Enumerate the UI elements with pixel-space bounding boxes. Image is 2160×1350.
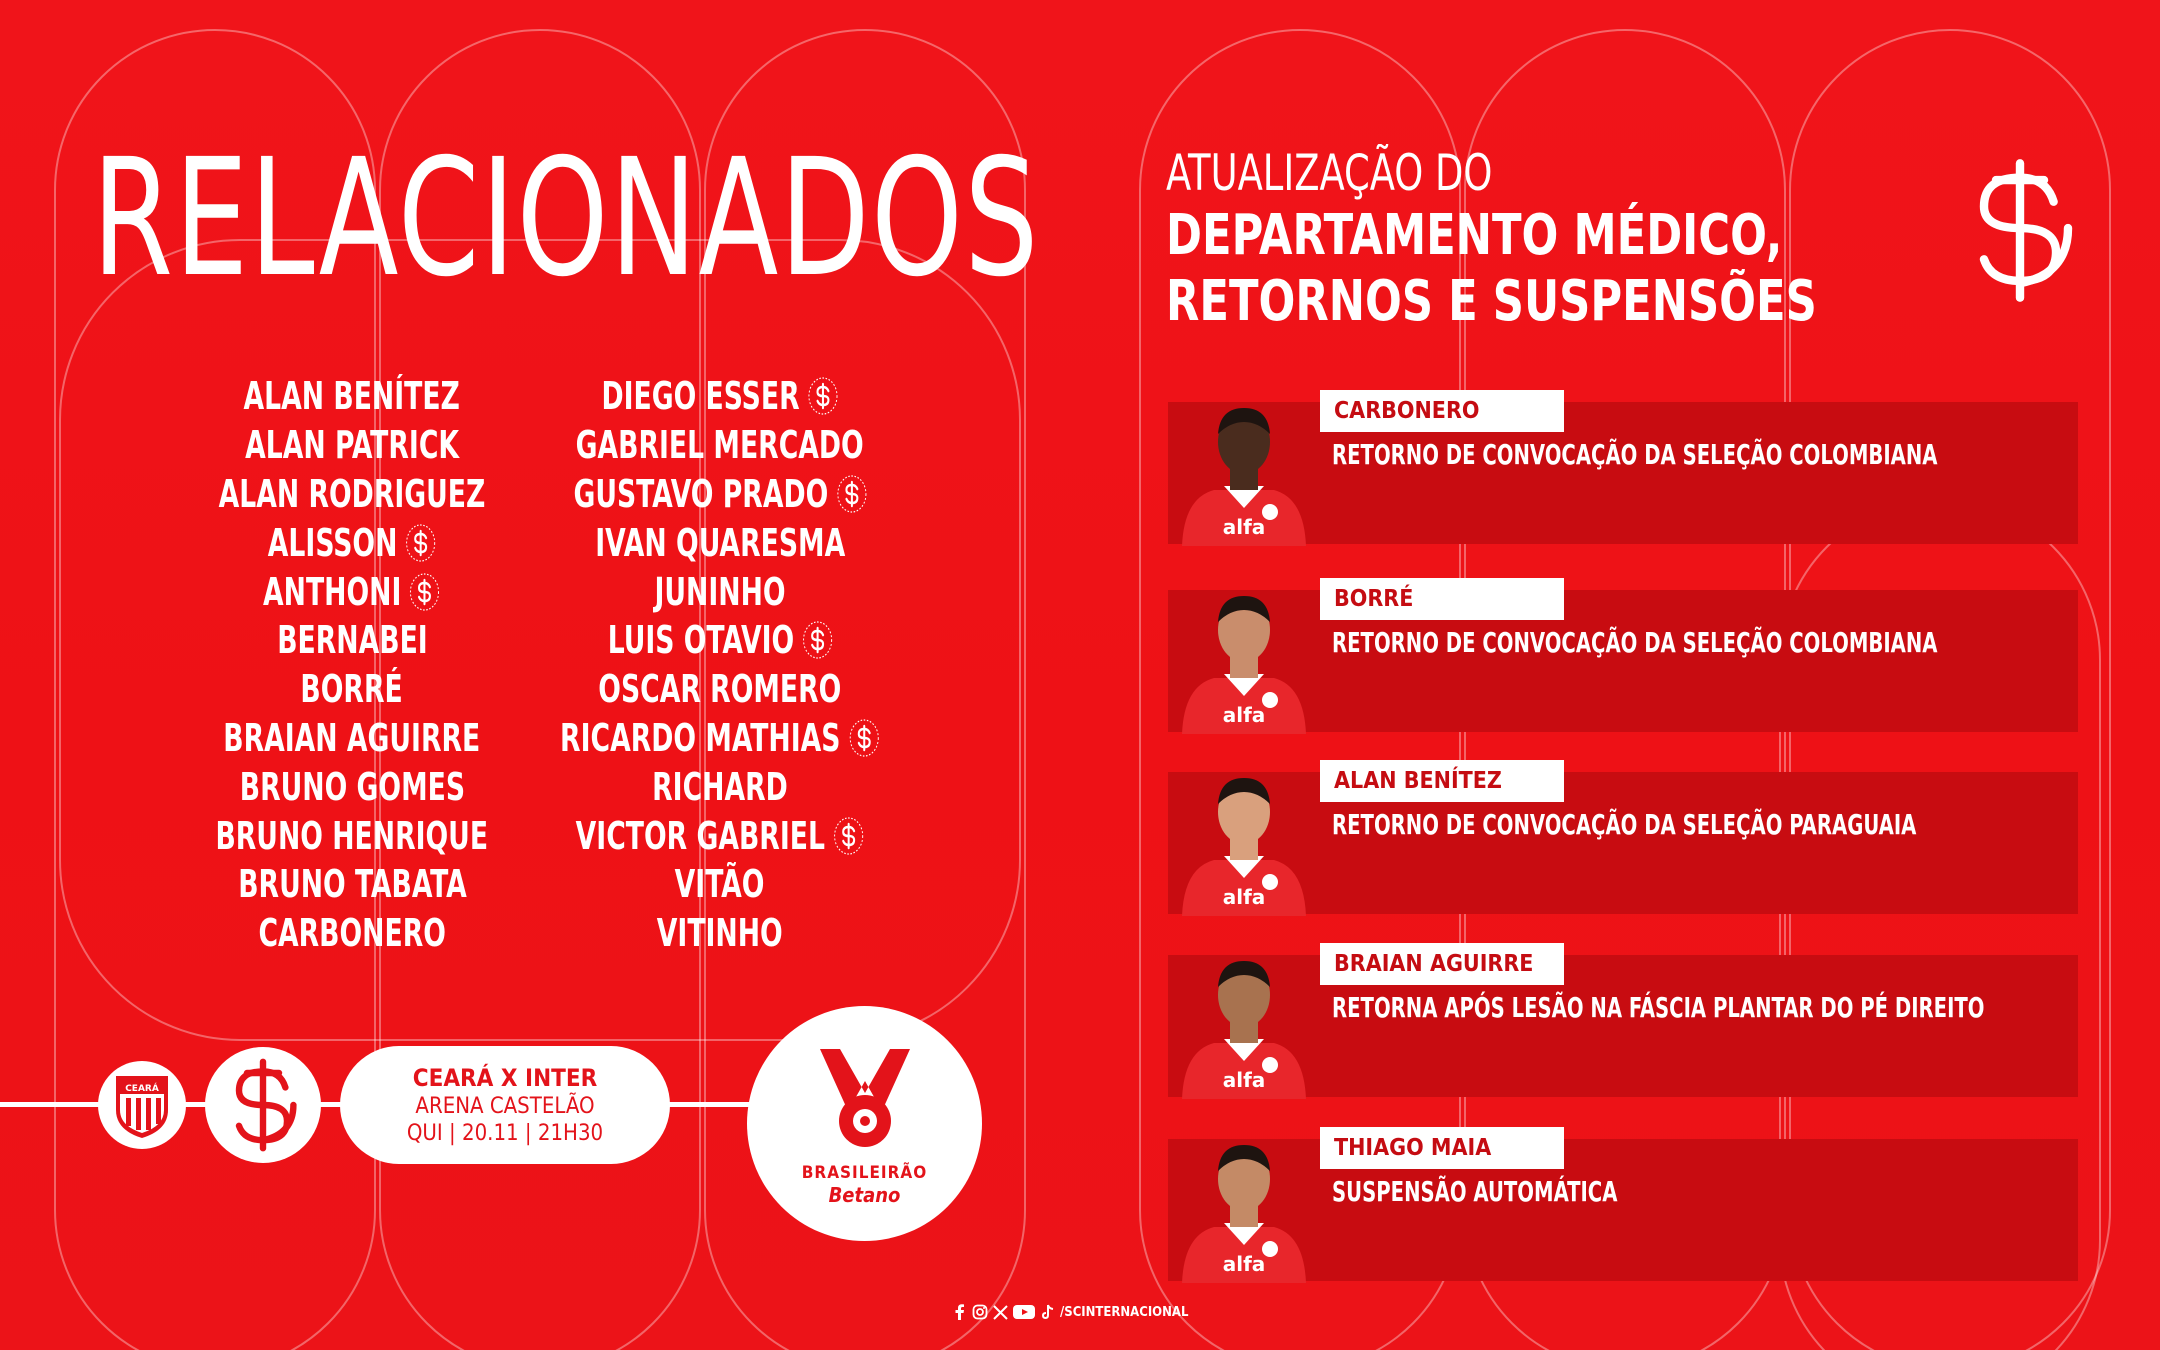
jersey-sponsor: alfa <box>1222 515 1266 539</box>
squad-player-name: OSCAR ROMERO <box>598 667 842 712</box>
academy-crest-icon <box>836 474 867 514</box>
squad-player <box>219 470 486 519</box>
squad-player-name: RICHARD <box>652 764 788 809</box>
squad-player <box>576 811 864 860</box>
league-name: BRASILEIRÃO <box>801 1162 928 1183</box>
squad-player-name: JUNINHO <box>654 569 786 614</box>
squad-player-name: LUIS OTAVIO <box>607 618 794 663</box>
squad-player <box>239 762 464 811</box>
squad-player-name: IVAN QUARESMA <box>595 520 845 565</box>
squad-player-name: BERNABEI <box>276 618 428 663</box>
heading-line2: DEPARTAMENTO MÉDICO, <box>1166 203 1783 268</box>
instagram-icon[interactable] <box>972 1304 988 1320</box>
heading-line3: RETORNOS E SUSPENSÕES <box>1166 269 1817 334</box>
inter-monogram-icon <box>223 1057 303 1153</box>
match-venue: ARENA CASTELÃO <box>415 1094 595 1119</box>
match-datetime: QUI | 20.11 | 21H30 <box>406 1121 604 1146</box>
squad-player <box>216 811 489 860</box>
medical-note: RETORNO DE CONVOCAÇÃO DA SELEÇÃO COLOMBIANA <box>1332 626 1938 659</box>
academy-crest-icon <box>849 718 880 758</box>
squad-player <box>652 762 788 811</box>
squad-player <box>675 860 765 909</box>
medical-player-name: THIAGO MAIA <box>1320 1127 1564 1169</box>
squad-player <box>223 714 480 763</box>
x-icon[interactable] <box>992 1304 1008 1320</box>
squad-player-name: ALAN PATRICK <box>245 423 459 468</box>
player-photo <box>1174 939 1314 1099</box>
squad-list-col1 <box>162 372 542 958</box>
inter-crest-white-icon <box>1960 158 2080 303</box>
jersey-sponsor: alfa <box>1222 1252 1266 1276</box>
squad-player <box>607 616 832 665</box>
squad-player <box>263 567 440 616</box>
squad-player-name: ALISSON <box>267 520 398 565</box>
medical-player-name: ALAN BENÍTEZ <box>1320 760 1564 802</box>
heading-line1: ATUALIZAÇÃO DO <box>1166 144 1493 202</box>
squad-player-name: BORRÉ <box>300 667 404 712</box>
squad-player-name: ALAN BENÍTEZ <box>243 374 461 419</box>
squad-player-name: BRAIAN AGUIRRE <box>223 715 481 760</box>
squad-player-name: GUSTAVO PRADO <box>573 471 828 516</box>
inter-crest <box>205 1047 321 1163</box>
ceara-shield-icon <box>110 1070 174 1140</box>
squad-player <box>560 714 879 763</box>
academy-crest-icon <box>405 523 436 563</box>
squad-player <box>576 421 864 470</box>
squad-player <box>277 616 427 665</box>
squad-player <box>268 518 437 567</box>
medical-note: RETORNA APÓS LESÃO NA FÁSCIA PLANTAR DO PÉ DIREITO <box>1332 991 1985 1024</box>
medical-note: SUSPENSÃO AUTOMÁTICA <box>1332 1175 1618 1208</box>
squad-player <box>595 518 845 567</box>
squad-player-name: GABRIEL MERCADO <box>575 423 865 468</box>
squad-player <box>573 470 867 519</box>
squad-player-name: DIEGO ESSER <box>601 374 800 419</box>
league-logo <box>747 1006 982 1241</box>
academy-crest-icon <box>409 572 440 612</box>
player-photo <box>1174 574 1314 734</box>
squad-player <box>245 421 459 470</box>
squad-player <box>654 567 785 616</box>
medical-note: RETORNO DE CONVOCAÇÃO DA SELEÇÃO PARAGUAIA <box>1332 808 1917 841</box>
youtube-icon[interactable] <box>1012 1304 1036 1320</box>
match-info-pill <box>340 1046 670 1164</box>
facebook-icon[interactable] <box>952 1304 968 1320</box>
league-sponsor: Betano <box>828 1182 901 1207</box>
squad-player <box>301 665 403 714</box>
squad-list-col2 <box>530 372 910 958</box>
jersey-sponsor: alfa <box>1222 885 1266 909</box>
brasileirao-trophy-icon <box>810 1041 920 1161</box>
medical-update-heading <box>1166 144 1923 334</box>
squad-player-name: BRUNO HENRIQUE <box>215 813 489 858</box>
match-teams: CEARÁ X INTER <box>412 1064 598 1092</box>
ceara-badge-text: CEARÁ <box>125 1084 159 1094</box>
academy-crest-icon <box>801 620 832 660</box>
squad-player <box>258 909 445 958</box>
squad-player-name: VITÃO <box>675 862 765 907</box>
social-handle[interactable]: /SCINTERNACIONAL <box>1060 1304 1189 1320</box>
squad-player <box>601 372 838 421</box>
squad-player-name: VITINHO <box>657 911 783 956</box>
squad-player <box>598 665 841 714</box>
player-photo <box>1174 756 1314 916</box>
squad-player <box>238 860 466 909</box>
squad-player <box>244 372 460 421</box>
squad-player <box>657 909 783 958</box>
page-title: RELACIONADOS <box>92 125 1040 313</box>
squad-player-name: BRUNO GOMES <box>239 764 465 809</box>
social-links <box>952 1304 1188 1320</box>
squad-player-name: ALAN RODRIGUEZ <box>218 471 486 516</box>
squad-player-name: RICARDO MATHIAS <box>560 715 841 760</box>
squad-player-name: CARBONERO <box>258 911 446 956</box>
academy-crest-icon <box>807 376 838 416</box>
medical-player-name: BORRÉ <box>1320 578 1564 620</box>
squad-player-name: BRUNO TABATA <box>237 862 467 907</box>
medical-note: RETORNO DE CONVOCAÇÃO DA SELEÇÃO COLOMBIANA <box>1332 438 1938 471</box>
jersey-sponsor: alfa <box>1222 1068 1266 1092</box>
player-photo <box>1174 386 1314 546</box>
medical-player-name: BRAIAN AGUIRRE <box>1320 943 1564 985</box>
tiktok-icon[interactable] <box>1040 1304 1056 1320</box>
squad-player-name: VICTOR GABRIEL <box>575 813 826 858</box>
ceara-crest <box>98 1061 186 1149</box>
jersey-sponsor: alfa <box>1222 703 1266 727</box>
academy-crest-icon <box>833 816 864 856</box>
squad-player-name: ANTHONI <box>263 569 402 614</box>
player-photo <box>1174 1123 1314 1283</box>
medical-player-name: CARBONERO <box>1320 390 1564 432</box>
